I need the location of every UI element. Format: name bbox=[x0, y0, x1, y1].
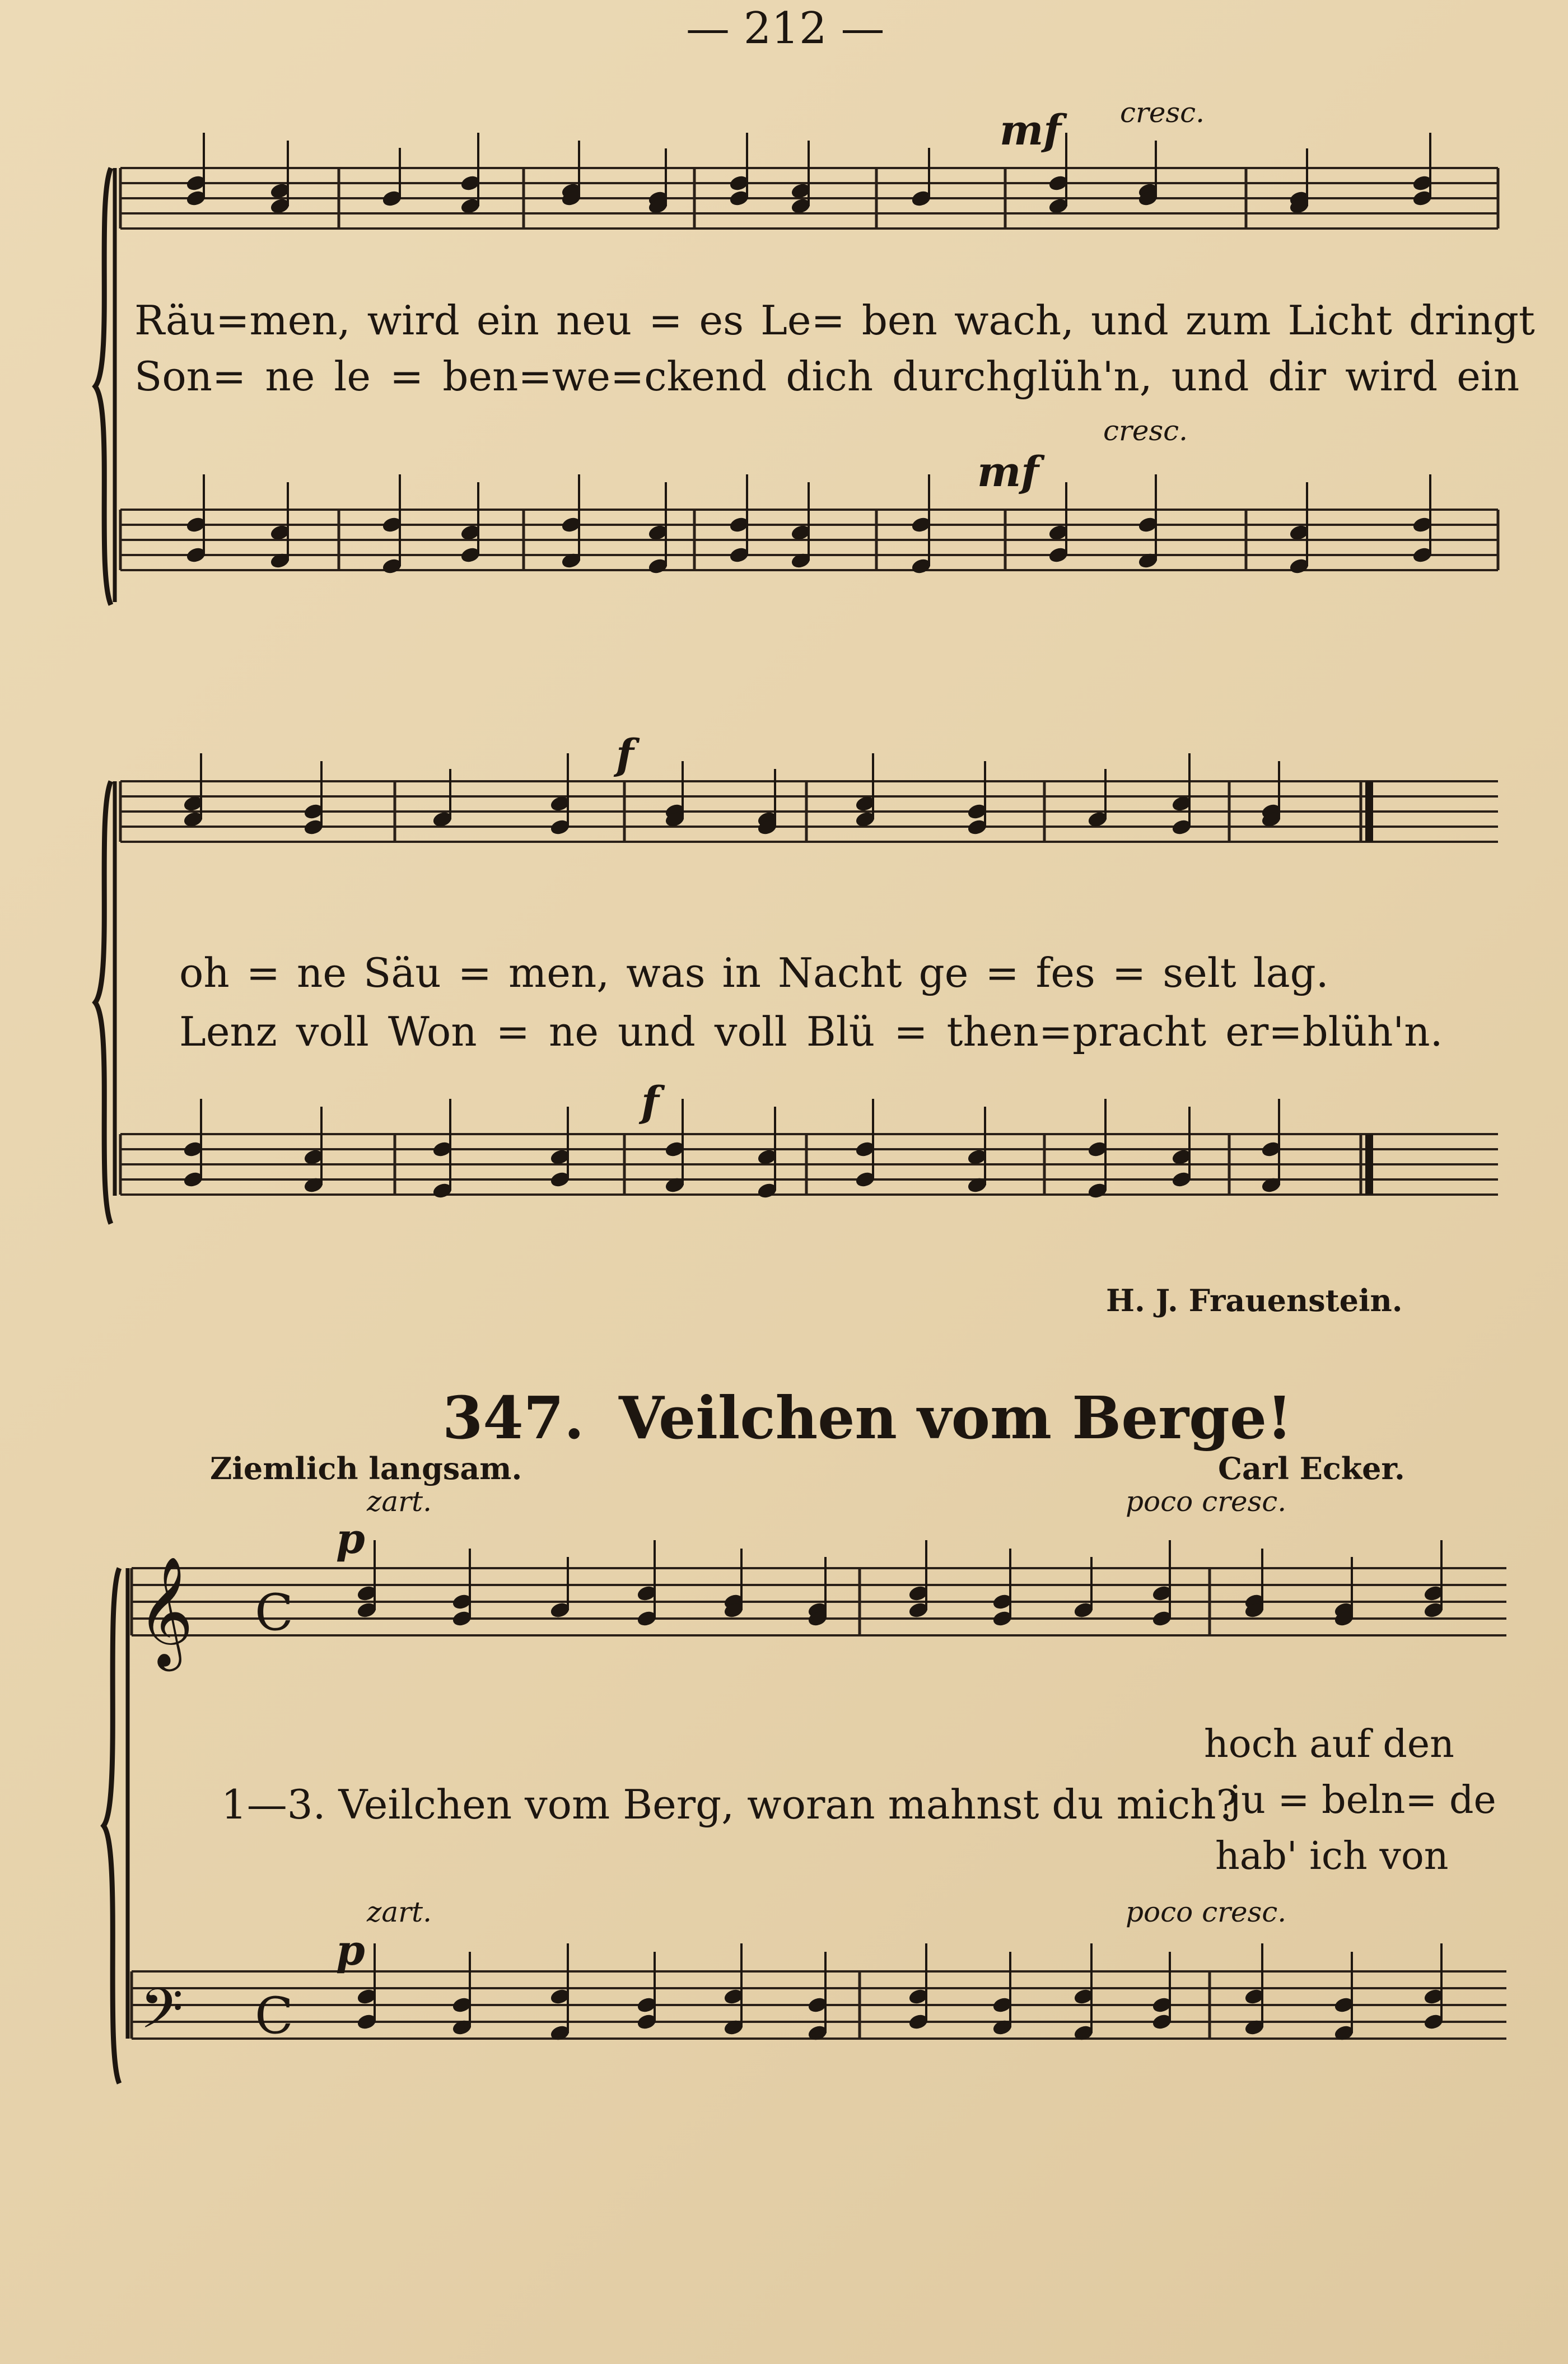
expression-zart-lower: zart. bbox=[367, 1896, 432, 1928]
lyric-syllable: ben=we=ckend bbox=[442, 353, 767, 400]
dynamic-mf-lower: mf bbox=[977, 448, 1039, 496]
lyric-syllable: = bbox=[985, 949, 1019, 996]
lyric-syllable: = bbox=[648, 297, 683, 344]
lyric-syllable: Le= bbox=[760, 297, 845, 344]
song-number: 347. bbox=[442, 1383, 585, 1452]
composer: Carl Ecker. bbox=[1218, 1451, 1405, 1486]
lyric-syllable: = bbox=[894, 1008, 928, 1055]
page-number: — 212 — bbox=[686, 3, 885, 54]
lyric-syllable: voll bbox=[296, 1008, 369, 1055]
lyric-syllable: und bbox=[1091, 297, 1169, 344]
lyric-syllable: Son= bbox=[134, 353, 246, 400]
lyric-syllable: ge bbox=[918, 949, 969, 996]
lyric-syllable: Lenz bbox=[179, 1008, 277, 1055]
lyric-syllable: er=blüh'n. bbox=[1225, 1008, 1443, 1055]
lyric-words bbox=[134, 297, 1552, 344]
lyric-syllable: oh bbox=[179, 949, 230, 996]
treble-clef-icon: 𝄞 bbox=[137, 1556, 194, 1667]
lyric-syllable: ein bbox=[476, 297, 539, 344]
lyric-syllable: durchglüh'n, bbox=[892, 353, 1152, 400]
lyric-alt-2: ju = beln= de bbox=[1229, 1778, 1496, 1822]
system-brace bbox=[95, 168, 111, 605]
cresc-mark-lower: cresc. bbox=[1103, 414, 1188, 447]
common-time-icon: C bbox=[255, 1987, 293, 2045]
dynamic-f-lower: f bbox=[641, 1078, 659, 1126]
lyric-syllable: neu bbox=[556, 297, 632, 344]
lyric-syllable: selt bbox=[1163, 949, 1236, 996]
expression-poco-cresc: poco cresc. bbox=[1126, 1485, 1287, 1518]
lyric-syllable: und bbox=[1171, 353, 1249, 400]
lyric-syllable: wach, bbox=[954, 297, 1075, 344]
lyric-syllable: ne bbox=[548, 1008, 599, 1055]
dynamic-mf: mf bbox=[1000, 106, 1062, 155]
dynamic-p: p bbox=[336, 1515, 365, 1563]
system-brace bbox=[95, 781, 111, 1224]
lyric-syllable: voll bbox=[714, 1008, 787, 1055]
lyric-syllable: Säu bbox=[363, 949, 441, 996]
bass-clef-icon: 𝄢 bbox=[140, 1977, 184, 2055]
lyric-alt-3: hab' ich von bbox=[1215, 1834, 1449, 1878]
lyric-alt-1: hoch auf den bbox=[1204, 1722, 1454, 1766]
composer-prev: H. J. Frauenstein. bbox=[1106, 1283, 1403, 1318]
lyric-syllable: Licht bbox=[1287, 297, 1392, 344]
lyric-syllable: then=pracht bbox=[946, 1008, 1207, 1055]
lyric-syllable: es bbox=[699, 297, 744, 344]
expression-poco-cresc-lower: poco cresc. bbox=[1126, 1896, 1287, 1928]
lyric-song347: 1—3. Veilchen vom Berg, woran mahnst du mich? bbox=[221, 1781, 1238, 1828]
lyric-syllable: Won bbox=[388, 1008, 477, 1055]
lyric-verse1-line1 bbox=[134, 297, 1552, 344]
lyric-syllable: in bbox=[722, 949, 762, 996]
lyric-verse1-line2 bbox=[179, 949, 1346, 996]
lyric-words bbox=[179, 1008, 1462, 1055]
lyric-syllable: und bbox=[617, 1008, 696, 1055]
lyric-syllable: Nacht bbox=[778, 949, 902, 996]
tempo-marking: Ziemlich langsam. bbox=[210, 1451, 522, 1486]
lyric-syllable: dringt bbox=[1408, 297, 1535, 344]
lyric-syllable: Räu=men, bbox=[134, 297, 351, 344]
lyric-syllable: was bbox=[626, 949, 706, 996]
lyric-syllable: = bbox=[458, 949, 492, 996]
lyric-words bbox=[134, 353, 1538, 400]
lyric-verse2-line2 bbox=[179, 1008, 1462, 1055]
lyric-syllable: Blü bbox=[806, 1008, 875, 1055]
lyric-syllable: fes bbox=[1035, 949, 1095, 996]
dynamic-f: f bbox=[616, 731, 634, 779]
dynamic-p-lower: p bbox=[336, 1927, 365, 1975]
lyric-words bbox=[179, 949, 1346, 996]
lyric-syllable: = bbox=[1112, 949, 1146, 996]
system-brace bbox=[104, 1568, 119, 2083]
lyric-syllable: dich bbox=[786, 353, 874, 400]
lyric-syllable: zum bbox=[1185, 297, 1271, 344]
lyric-syllable: men, bbox=[508, 949, 610, 996]
lyric-syllable: wird bbox=[1345, 353, 1438, 400]
expression-zart: zart. bbox=[367, 1485, 432, 1518]
lyric-syllable: = bbox=[246, 949, 281, 996]
lyric-syllable: ne bbox=[265, 353, 315, 400]
lyric-syllable: le bbox=[334, 353, 371, 400]
lyric-syllable: = bbox=[496, 1008, 530, 1055]
lyric-syllable: ben bbox=[861, 297, 937, 344]
lyric-syllable: dir bbox=[1268, 353, 1327, 400]
cresc-mark: cresc. bbox=[1120, 96, 1205, 129]
song-title: Veilchen vom Berge! bbox=[619, 1383, 1292, 1452]
lyric-syllable: wird bbox=[367, 297, 460, 344]
common-time-icon: C bbox=[255, 1583, 293, 1642]
lyric-syllable: lag. bbox=[1253, 949, 1329, 996]
lyric-syllable: = bbox=[390, 353, 424, 400]
lyric-verse2-line1 bbox=[134, 353, 1538, 400]
lyric-syllable: ein bbox=[1457, 353, 1520, 400]
lyric-syllable: ne bbox=[297, 949, 347, 996]
